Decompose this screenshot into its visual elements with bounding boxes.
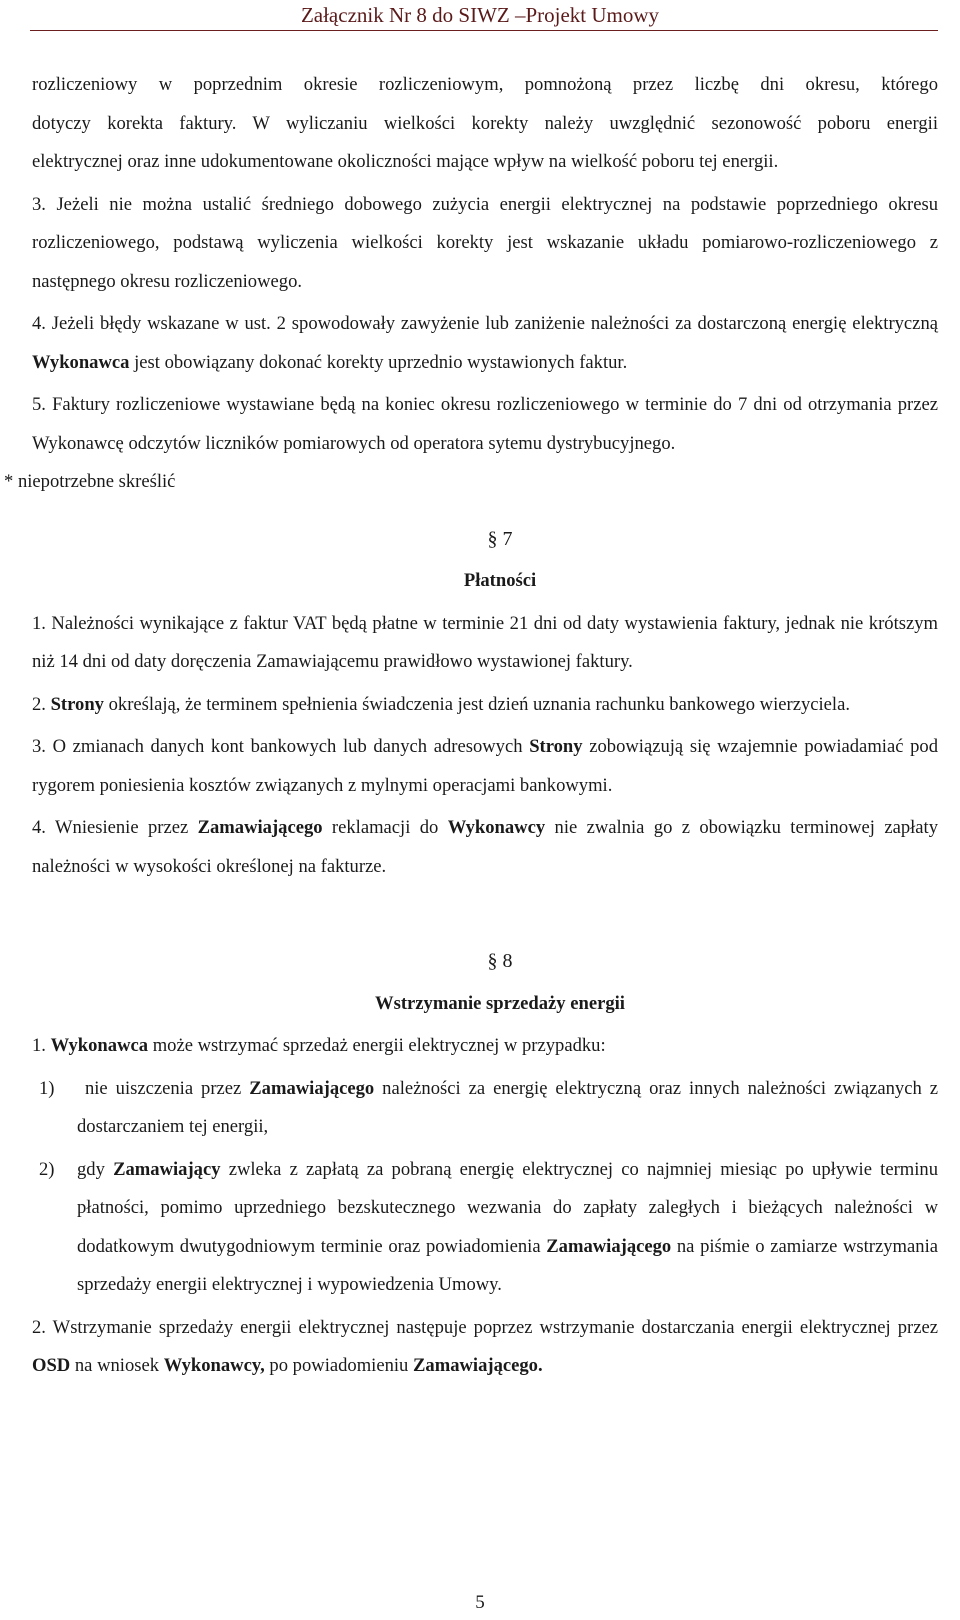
s7p4-bold-zamawiajacego: Zamawiającego [197, 817, 323, 838]
section-8-point-1 [32, 1027, 938, 1066]
s8s1-text-c: należności za energię elektryczną oraz innych należności związanych z dostarczaniem tej energii, [77, 1077, 938, 1137]
intro-line-3: elektrycznej oraz inne udokumentowane okoliczności mające wpływ na wielkość poboru tej energii. [32, 151, 779, 172]
s7p3-text-c: zobowiązują się wzajemnie powiadamiać pod rygorem poniesienia kosztów związanych z mylnymi operacjami bankowymi. [32, 736, 938, 796]
subitem-2-number: 2) [39, 1158, 55, 1180]
section-8-subitem-1 [32, 1070, 938, 1147]
s7p2-text-a: 2. [32, 693, 51, 715]
s8p1-bold-wykonawca: Wykonawca [50, 1035, 149, 1056]
footnote-note: * niepotrzebne skreślić [4, 471, 176, 492]
s8p2-text-a: 2. Wstrzymanie sprzedaży energii elektrycznej następuje poprzez wstrzymanie dostarczania energii elektrycznej przez [32, 1316, 938, 1338]
s8p2-text-e: po powiadomieniu [264, 1355, 413, 1376]
item-4-bold-wykonawca: Wykonawca [32, 351, 130, 373]
s7p3-bold-strony: Strony [529, 736, 583, 757]
s8s2-bold-zamawiajacego: Zamawiającego [546, 1235, 672, 1257]
intro-line-2: dotyczy korekta faktury. W wyliczaniu wielkości korekty należy uwzględnić sezonowość poboru energii [32, 112, 938, 134]
item-4-text-c: jest obowiązany dokonać korekty uprzednio wystawionych faktur. [129, 351, 628, 373]
s8p2-bold-wykonawcy: Wykonawcy, [163, 1355, 265, 1376]
header-rule [30, 30, 938, 31]
page-number: 5 [475, 1592, 485, 1613]
section-7-title: Płatności [463, 570, 537, 591]
section-7-point-4 [32, 809, 938, 886]
s8s2-text-c: zwleka z zapłatą za pobraną energię elektrycznej co najmniej miesiąc po upływie terminu płatności, pomimo uprzedniego bezskutecznego wezwania do zapłaty zaległych i bieżących należności w dodatkowym dwutygodniowym terminie oraz powiadomienia [77, 1158, 938, 1257]
s7p2-bold-strony: Strony [50, 693, 104, 715]
s8s2-bold-zamawiajacy: Zamawiający [113, 1158, 221, 1180]
intro-line-1: rozliczeniowy w poprzednim okresie rozliczeniowym, pomnożoną przez liczbę dni okresu, którego [32, 74, 938, 95]
s8p2-text-c: na wniosek [70, 1355, 164, 1376]
s8p2-bold-osd: OSD [32, 1355, 71, 1376]
section-7-mark: § 7 [487, 527, 513, 550]
subitem-1-number: 1) [39, 1077, 55, 1099]
document-body [4, 66, 939, 1386]
s8p1-text-c: może wstrzymać sprzedaż energii elektrycznej w przypadku: [148, 1035, 606, 1056]
s8p1-text-a: 1. [32, 1035, 51, 1056]
paragraph-item-4 [32, 305, 938, 382]
s8s1-bold-zamawiajacego: Zamawiającego [249, 1077, 375, 1099]
s7p4-text-e: nie zwalnia go z obowiązku terminowej zapłaty należności w wysokości określonej na fakturze. [32, 817, 939, 877]
section-7-point-3 [32, 728, 938, 805]
s8p2-bold-zamawiajacego: Zamawiającego. [413, 1355, 543, 1376]
section-8-mark: § 8 [487, 950, 513, 972]
s7p4-bold-wykonawcy: Wykonawcy [447, 817, 546, 838]
s8s1-text-a: nie uiszczenia przez [77, 1077, 250, 1099]
section-8-point-2 [32, 1309, 938, 1386]
page-header [0, 0, 960, 36]
item-4-text-a: 4. Jeżeli błędy wskazane w ust. 2 spowodowały zawyżenie lub zaniżenie należności za dostarczoną energię elektryczną [32, 313, 938, 334]
section-8-title: Wstrzymanie sprzedaży energii [375, 992, 625, 1014]
section-7-point-1: 1. Należności wynikające z faktur VAT będą płatne w terminie 21 dni od daty wystawienia faktury, jednak nie krótszym niż 14 dni od daty doręczenia Zamawiającemu prawidłowo wystawionej faktury. [32, 612, 938, 672]
paragraph-item-3: 3. Jeżeli nie można ustalić średniego dobowego zużycia energii elektrycznej na podstawie poprzedniego okresu rozliczeniowego, podstawą wyliczenia wielkości korekty jest wskazanie układu pomiarowo-rozliczeniowego z następnego okresu rozliczeniowego. [32, 193, 938, 292]
s8s2-text-e: na piśmie o zamiarze wstrzymania sprzedaży energii elektrycznej i wypowiedzenia Umowy. [77, 1235, 938, 1295]
s8s2-text-a: gdy [77, 1158, 114, 1180]
s7p3-text-a: 3. O zmianach danych kont bankowych lub danych adresowych [32, 736, 530, 757]
paragraph-item-5: 5. Faktury rozliczeniowe wystawiane będą na koniec okresu rozliczeniowego w terminie do 7 dni od otrzymania przez Wykonawcę odczytów liczników pomiarowych od operatora sytemu dystrybucyjnego. [32, 394, 938, 454]
section-7-point-2 [32, 686, 938, 725]
section-8-subitem-2 [32, 1151, 938, 1305]
s7p4-text-a: 4. Wniesienie przez [32, 817, 198, 838]
header-title: Załącznik Nr 8 do SIWZ –Projekt Umowy [300, 3, 660, 27]
s7p4-text-c: reklamacji do [322, 817, 448, 838]
s7p2-text-c: określają, że terminem spełnienia świadczenia jest dzień uznania rachunku bankowego wierzyciela. [103, 693, 850, 715]
